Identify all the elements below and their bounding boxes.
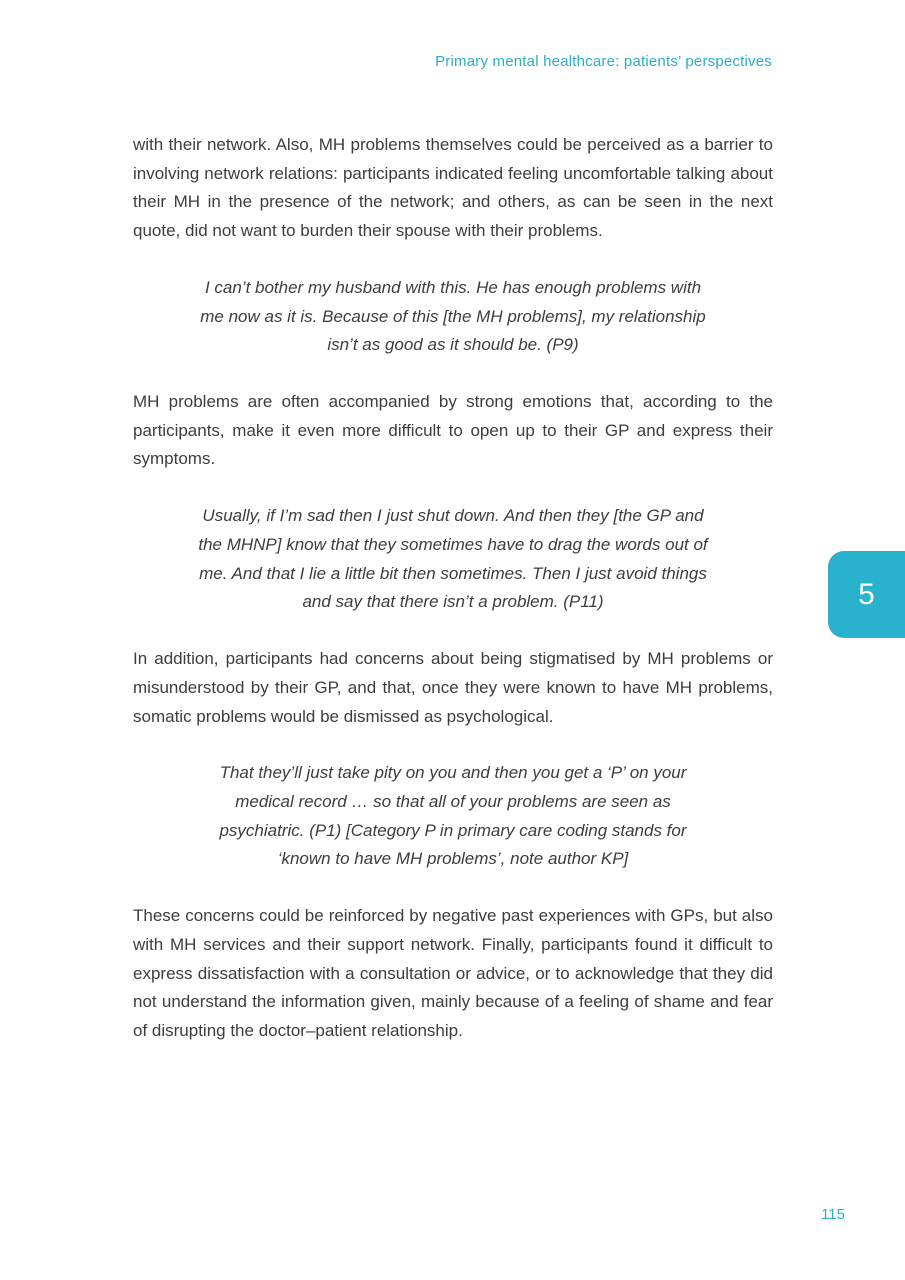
quote-block-3: That they’ll just take pity on you and then you get a ‘P’ on your medical record … so that all of your problems are seen as psychiatric. (P1) [Category P in primary care coding stands for ‘known to have MH problems’, note author KP]: [219, 763, 687, 869]
chapter-number: 5: [858, 577, 875, 611]
chapter-tab: [828, 551, 905, 638]
running-header: Primary mental healthcare: patients’ perspectives: [435, 53, 772, 70]
quote-block-2: Usually, if I’m sad then I just shut down. And then they [the GP and the MHNP] know that they sometimes have to drag the words out of me. And that I lie a little bit then sometimes. Then I just avoid things and say that there isn’t a problem. (P11): [198, 506, 708, 612]
body-paragraph-1: with their network. Also, MH problems themselves could be perceived as a barrier to involving network relations: participants indicated feeling uncomfortable talking about their MH in the presence of the network; and others, as can be seen in the next quote, did not want to burden their spouse with their problems.: [133, 135, 773, 241]
page-content: [133, 131, 773, 1074]
body-paragraph-3: In addition, participants had concerns about being stigmatised by MH problems or misunderstood by their GP, and that, once they were known to have MH problems, somatic problems would be dismissed as psychological.: [133, 649, 773, 726]
body-paragraph-4: These concerns could be reinforced by negative past experiences with GPs, but also with MH services and their support network. Finally, participants found it difficult to express dissatisfaction with a consultation or advice, or to acknowledge that they did not understand the information given, mainly because of a feeling of shame and fear of disrupting the doctor–patient relationship.: [133, 906, 773, 1040]
body-paragraph-2: MH problems are often accompanied by strong emotions that, according to the participants, make it even more difficult to open up to their GP and express their symptoms.: [133, 392, 773, 469]
quote-block-1: I can’t bother my husband with this. He has enough problems with me now as it is. Because of this [the MH problems], my relationship isn’t as good as it should be. (P9): [200, 277, 706, 355]
page-number: 115: [821, 1206, 845, 1223]
